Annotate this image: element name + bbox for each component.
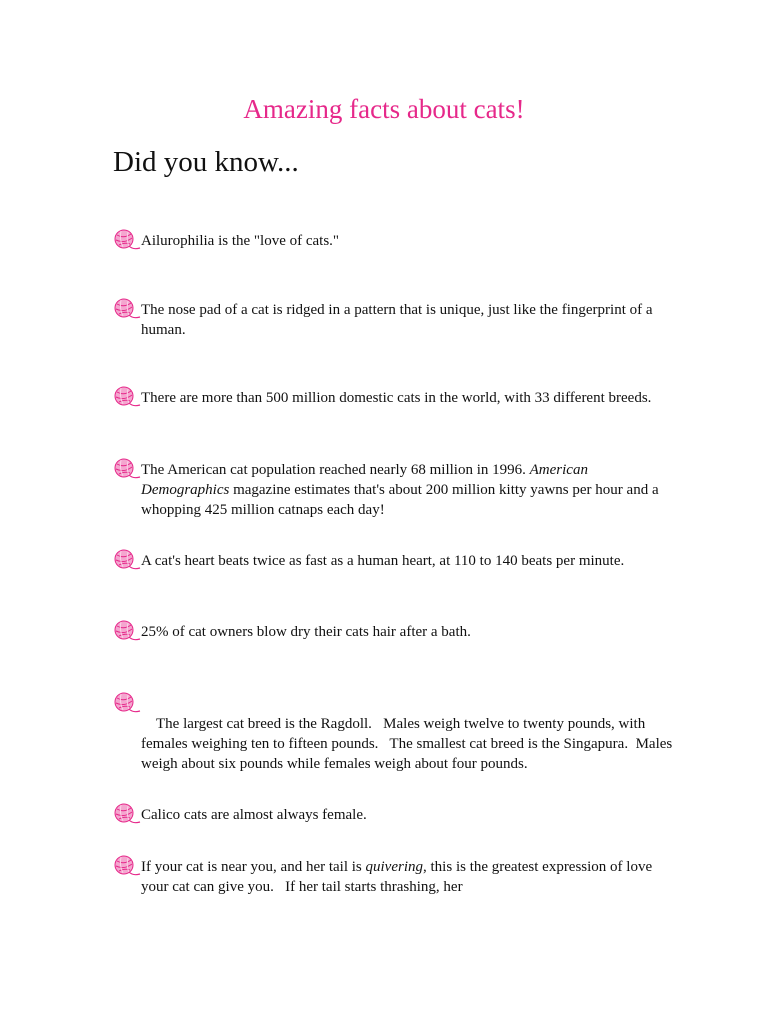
fact-text: The nose pad of a cat is ridged in a pattern that is unique, just like the fingerprint of a human. <box>141 302 653 338</box>
fact-text: Ailurophilia is the "love of cats." <box>141 233 340 249</box>
fact-item <box>113 231 673 251</box>
fact-text: Calico cats are almost always female. <box>141 807 367 823</box>
fact-item <box>113 388 673 408</box>
fact-item <box>113 805 673 825</box>
yarn-ball-icon <box>113 386 141 408</box>
fact-item <box>113 622 673 642</box>
yarn-ball-icon <box>113 549 141 571</box>
fact-item <box>113 857 673 897</box>
page-title: Amazing facts about cats! <box>243 94 525 124</box>
yarn-ball-icon <box>113 855 141 877</box>
yarn-ball-icon <box>113 298 141 320</box>
yarn-ball-icon <box>113 692 141 714</box>
yarn-ball-icon <box>113 620 141 642</box>
fact-item <box>113 460 673 520</box>
yarn-ball-icon <box>113 458 141 480</box>
magazine-name: American Demographics <box>141 462 588 498</box>
fact-text: There are more than 500 million domestic cats in the world, with 33 different breeds. <box>141 390 652 406</box>
fact-text: 25% of cat owners blow dry their cats hair after a bath. <box>141 624 471 640</box>
fact-item <box>113 300 673 340</box>
fact-text: If your cat is near you, and her tail is quivering, this is the greatest expression of love your cat can give you. If her tail starts thrashing, her <box>141 859 656 895</box>
yarn-ball-icon <box>113 229 141 251</box>
subtitle: Did you know... <box>113 146 299 178</box>
fact-text: A cat's heart beats twice as fast as a human heart, at 110 to 140 beats per minute. <box>141 553 625 569</box>
emphasis-quivering: quivering <box>365 859 424 875</box>
yarn-ball-icon <box>113 803 141 825</box>
fact-text: The American cat population reached nearly 68 million in 1996. American Demographics magazine estimates that's about 200 million kitty yawns per hour and a whopping 425 million catnaps each day! <box>141 462 659 518</box>
fact-text: The largest cat breed is the Ragdoll. Males weigh twelve to twenty pounds, with females weighing ten to fifteen pounds. The smallest cat breed is the Singapura. Males weigh about six pounds while females weigh about four pounds. <box>141 716 676 772</box>
fact-item <box>113 694 676 794</box>
fact-item <box>113 551 673 571</box>
